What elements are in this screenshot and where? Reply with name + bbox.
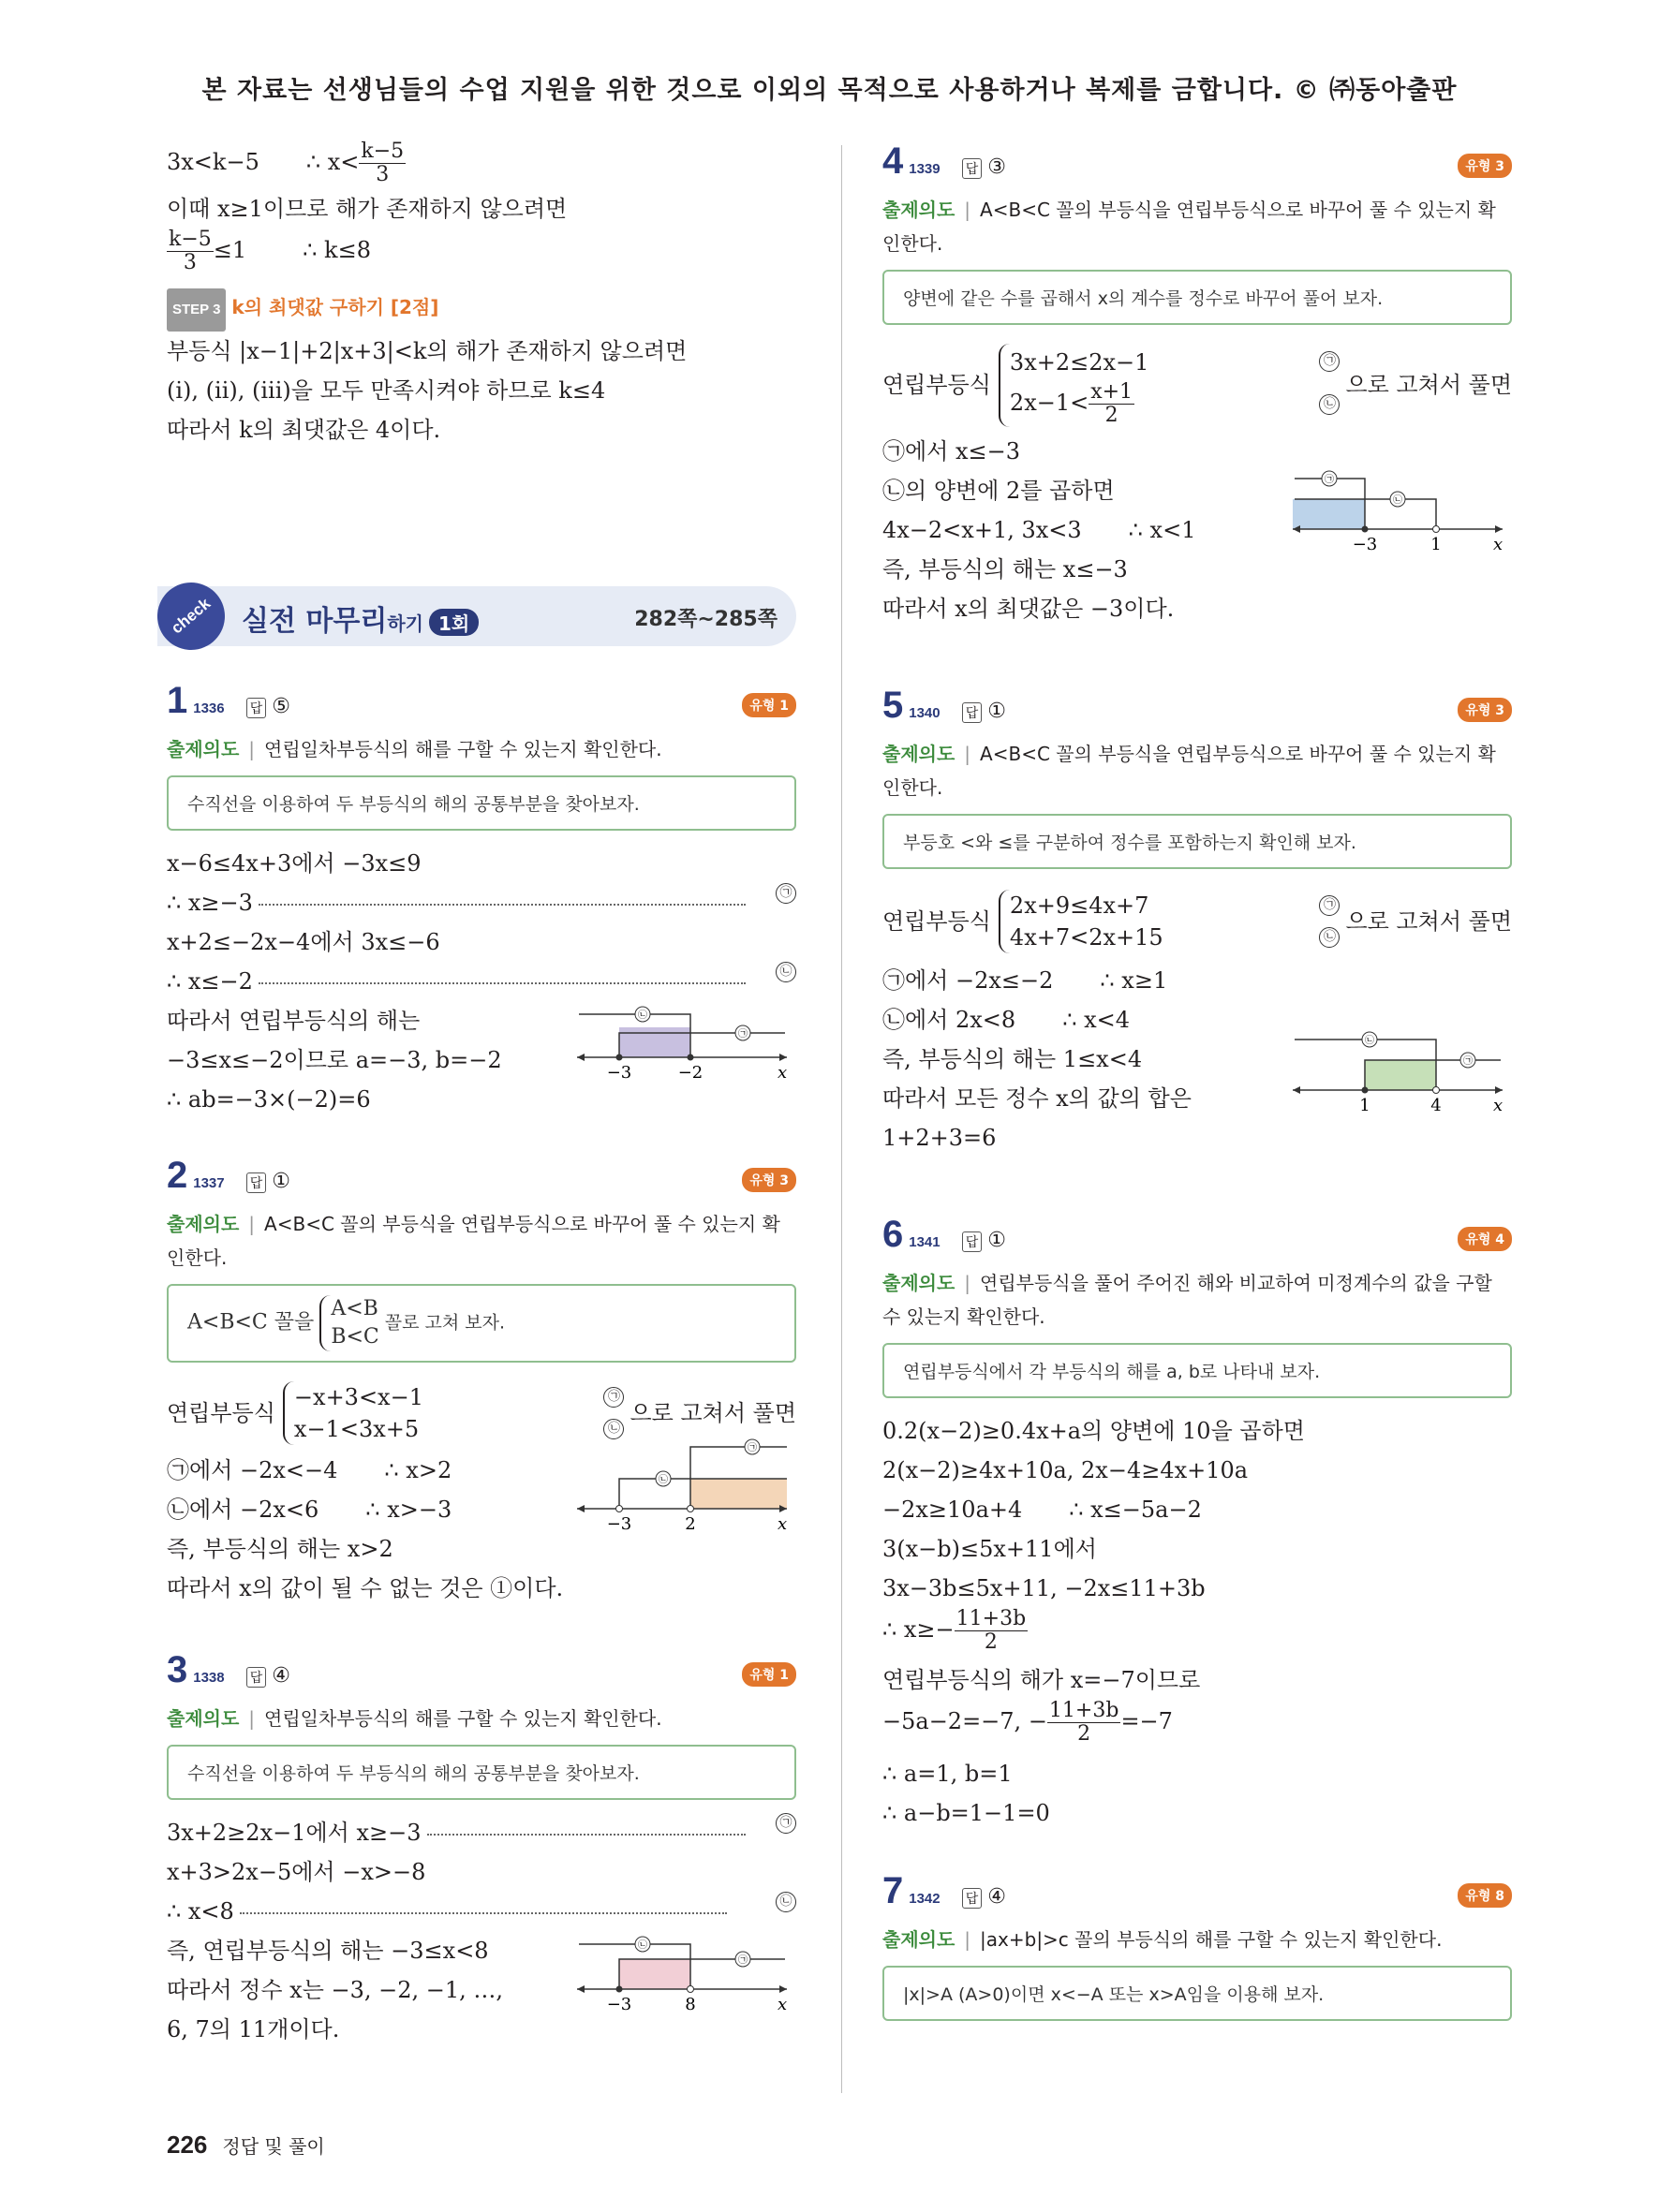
p3-number-line [570,1931,794,2017]
step3-heading: STEP 3 k의 최댓값 구하기 [2점] [167,287,796,332]
left-column [167,140,796,2049]
problem-1-hint: 수직선을 이용하여 두 부등식의 해의 공통부분을 찾아보자. [167,775,796,831]
p1-tick-2: −2 [677,1063,704,1083]
p2-body [167,1443,796,1608]
problem-4 [882,140,1512,628]
p5-system: 연립부등식 2x+9≤4x+7 ㉠ 4x+7<2x+15 ㉡ 으로 고쳐서 풀면 [882,882,1512,961]
p1-line-4: ∴ x≤−2 ㉡ [167,962,796,1001]
p6-line-7: 연립부등식의 해가 x=−7이므로 [882,1667,1201,1693]
problem-4-intent: 출제의도 | A<B<C 꼴의 부등식을 연립부등식으로 바꾸어 풀 수 있는지 확인한다. [882,199,1496,255]
p4-tick-1: −3 [1352,535,1378,554]
problem-4-head: 4 1339 답 ③ 유형 3 [882,140,1512,193]
p1-tick-1: −3 [606,1063,632,1083]
p2-mark-a: ㉠ [748,1443,757,1453]
p4-body [882,432,1512,628]
problem-2-hint: A<B<C 꼴을 A<B B<C 꼴로 고쳐 보자. [167,1284,796,1363]
problem-6-head: 6 1341 답 ① 유형 4 [882,1214,1512,1266]
p3-axis-label: x [778,1995,788,2014]
problem-5-hint: 부등호 <와 ≤를 구분하여 정수를 포함하는지 확인해 보자. [882,814,1512,869]
p5-tick-2: 4 [1430,1096,1442,1115]
p3-tick-2: 8 [685,1995,696,2014]
p6-line-8: −5a−2=−7, − $\frac{11+3b}{2}$ =−7 [882,1699,1173,1746]
p5-line-1: ㉠에서 −2x≤−2 ∴ x≥1 [882,967,1168,994]
p4-number-line [1285,465,1510,555]
p4-line-4: 즉, 부등식의 해는 x≤−3 [882,556,1128,582]
p1-number-line [570,1001,794,1085]
p4-system: 연립부등식 3x+2≤2x−1 ㉠ 2x−1< $\frac{x+1}{2}$ ㉡ 으로 고쳐서 풀면 [882,338,1512,432]
problem-1-intent: 출제의도 | 연립일차부등식의 해를 구할 수 있는지 확인한다. [167,738,662,760]
p4-line-5: 따라서 x의 최댓값은 −3이다. [882,596,1175,622]
problem-7-hint: |x|>A (A>0)이면 x<−A 또는 x>A임을 이용해 보자. [882,1966,1512,2021]
type-badge: 유형 3 [742,1168,796,1192]
p2-mark-b: ㉡ [659,1475,668,1485]
p6-line-1: 0.2(x−2)≥0.4x+a의 양변에 10을 곱하면 [882,1418,1305,1444]
p3-tick-1: −3 [606,1995,632,2014]
p5-body [882,961,1512,1158]
p2-axis-label: x [778,1514,788,1534]
problem-3-intent: 출제의도 | 연립일차부등식의 해를 구할 수 있는지 확인한다. [167,1707,662,1730]
carry-line-2: 이때 x≥1이므로 해가 존재하지 않으려면 [167,196,568,222]
p6-line-5: 3x−3b≤5x+11, −2x≤11+3b [882,1575,1206,1601]
p4-mark-a: ㉠ [1325,475,1334,485]
column-divider [841,145,842,2093]
p5-tick-1: 1 [1359,1096,1370,1115]
problem-5-head: 5 1340 답 ① 유형 3 [882,685,1512,737]
p2-line-4: 따라서 x의 값이 될 수 없는 것은 ①이다. [167,1575,564,1601]
problem-7-intent: 출제의도 | |ax+b|>c 꼴의 부등식의 해를 구할 수 있는지 확인한다. [882,1928,1443,1951]
p1-axis-label: x [778,1063,788,1083]
p2-system: 연립부등식 −x+3<x−1 ㉠ x−1<3x+5 ㉡ 으로 고쳐서 풀면 [167,1376,796,1451]
copyright-header: 본 자료는 선생님들의 수업 지원을 위한 것으로 이외의 목적으로 사용하거나 복제를 금합니다. © ㈜동아출판 [201,76,1458,105]
p1-mark-b: ㉡ [638,1010,647,1021]
p3-line-2: x+3>2x−5에서 −x>−8 [167,1859,426,1885]
p6-line-2: 2(x−2)≥4x+10a, 2x−4≥4x+10a [882,1457,1249,1483]
p6-line-3: −2x≥10a+4 ∴ x≤−5a−2 [882,1497,1202,1523]
p5-mark-a: ㉠ [1463,1056,1473,1067]
p3-line-3: ∴ x<8 ㉡ [167,1892,796,1931]
problem-2 [167,1155,796,1608]
section-banner [157,586,796,646]
p1-line-7: ∴ ab=−3×(−2)=6 [167,1086,371,1113]
p1-line-6: −3≤x≤−2이므로 a=−3, b=−2 [167,1047,502,1073]
p5-number-line [1285,1026,1510,1116]
p2-line-1: ㉠에서 −2x<−4 ∴ x>2 [167,1457,452,1483]
problem-6-hint: 연립부등식에서 각 부등식의 해를 a, b로 나타내 보자. [882,1343,1512,1398]
p1-mark-a: ㉠ [738,1029,748,1040]
p4-tick-2: 1 [1430,535,1442,554]
p5-axis-label: x [1493,1096,1503,1115]
p6-line-10: ∴ a−b=1−1=0 [882,1800,1050,1826]
p5-line-4: 따라서 모든 정수 x의 값의 합은 [882,1085,1192,1112]
type-badge: 유형 3 [1458,154,1512,178]
problem-6-intent: 출제의도 | 연립부등식을 풀어 주어진 해와 비교하여 미정계수의 값을 구할 수 있는지 확인한다. [882,1272,1492,1328]
problem-4-hint: 양변에 같은 수를 곱해서 x의 계수를 정수로 바꾸어 풀어 보자. [882,270,1512,325]
p6-line-6: ∴ x≥− $\frac{11+3b}{2}$ [882,1607,1027,1654]
page-footer: 226 정답 및 풀이 [167,2131,325,2159]
p5-line-5: 1+2+3=6 [882,1125,997,1151]
p1-line-1: x−6≤4x+3에서 −3x≤9 [167,850,422,877]
problem-3-hint: 수직선을 이용하여 두 부등식의 해의 공통부분을 찾아보자. [167,1745,796,1800]
problem-6 [882,1214,1512,1833]
carry-line-5: (i), (ii), (iii)을 모두 만족시켜야 하므로 k≤4 [167,377,606,404]
problem-3 [167,1649,796,2049]
p4-line-2: ㉡의 양변에 2를 곱하면 [882,478,1115,504]
p4-line-3: 4x−2<x+1, 3x<3 ∴ x<1 [882,517,1196,543]
right-column [882,140,1512,2034]
p3-line-6: 6, 7의 11개이다. [167,2016,340,2042]
type-badge: 유형 3 [1458,698,1512,722]
p5-line-3: 즉, 부등식의 해는 1≤x<4 [882,1046,1143,1072]
problem-5-intent: 출제의도 | A<B<C 꼴의 부등식을 연립부등식으로 바꾸어 풀 수 있는지 확인한다. [882,743,1496,799]
p2-number-line [570,1432,794,1535]
problem-1 [167,680,796,1119]
carry-line-4: 부등식 |x−1|+2|x+3|<k의 해가 존재하지 않으려면 [167,338,688,364]
p3-mark-b: ㉡ [638,1940,647,1951]
p2-line-2: ㉡에서 −2x<6 ∴ x>−3 [167,1497,452,1523]
banner-title: 실전 마무리하기 1회 [242,597,479,639]
carry-line-1: 3x<k−5 ∴ x< $\frac{k-5}{3}$ [167,140,405,186]
p3-body [167,1931,796,2049]
type-badge: 유형 1 [742,1662,796,1687]
problem-7 [882,1870,1512,2021]
check-badge: check [143,568,238,663]
carry-line-3: $\frac{k-5}{3}$ ≤1 ∴ k≤8 [169,228,371,274]
carry-line-6: 따라서 k의 최댓값은 4이다. [167,417,441,443]
p3-mark-a: ㉠ [738,1955,748,1966]
problem-5 [882,685,1512,1158]
p1-line-3: x+2≤−2x−4에서 3x≤−6 [167,929,440,955]
p3-line-5: 따라서 정수 x는 −3, −2, −1, …, [167,1977,504,2003]
problem-7-head: 7 1342 답 ④ 유형 8 [882,1870,1512,1923]
banner-pages: 282쪽~285쪽 [634,608,778,631]
type-badge: 유형 1 [742,693,796,717]
p4-axis-label: x [1493,535,1503,554]
p6-line-9: ∴ a=1, b=1 [882,1761,1013,1787]
problem-1-head: 1 1336 답 ⑤ 유형 1 [167,680,796,732]
p1-body [167,1001,796,1119]
type-badge: 유형 8 [1458,1883,1512,1908]
p6-line-4: 3(x−b)≤5x+11에서 [882,1536,1097,1562]
p1-line-2: ∴ x≥−3 ㉠ [167,883,796,922]
p2-tick-1: −3 [606,1514,632,1534]
p2-line-3: 즉, 부등식의 해는 x>2 [167,1536,393,1562]
problem-2-intent: 출제의도 | A<B<C 꼴의 부등식을 연립부등식으로 바꾸어 풀 수 있는지 확인한다. [167,1213,780,1269]
p3-line-1: 3x+2≥2x−1에서 x≥−3 ㉠ [167,1813,796,1852]
p3-line-4: 즉, 연립부등식의 해는 −3≤x<8 [167,1938,489,1964]
p5-mark-b: ㉡ [1365,1036,1374,1046]
p5-line-2: ㉡에서 2x<8 ∴ x<4 [882,1007,1130,1033]
p4-mark-b: ㉡ [1393,495,1402,506]
p1-line-5: 따라서 연립부등식의 해는 [167,1008,421,1034]
problem-3-head: 3 1338 답 ④ 유형 1 [167,1649,796,1702]
p4-line-1: ㉠에서 x≤−3 [882,438,1021,465]
p2-tick-2: 2 [685,1514,696,1534]
type-badge: 유형 4 [1458,1227,1512,1251]
problem-2-head: 2 1337 답 ① 유형 3 [167,1155,796,1207]
